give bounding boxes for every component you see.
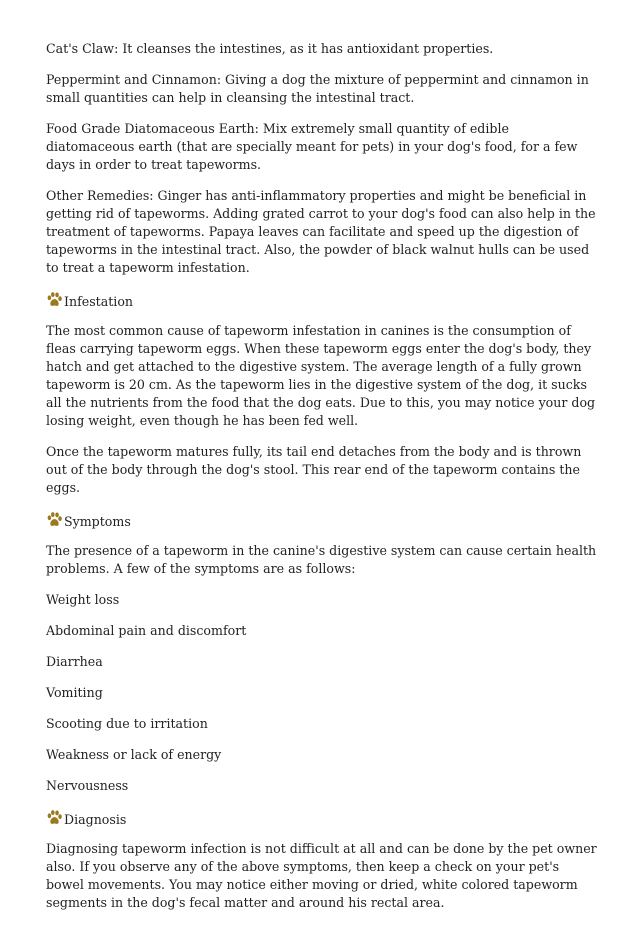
paw-icon xyxy=(46,809,63,826)
remedy-peppermint-cinnamon: Peppermint and Cinnamon: Giving a dog the mixture of peppermint and cinnamon in small quantities can help in cleansing the intestinal tract. xyxy=(46,72,589,105)
symptom-item: Scooting due to irritation xyxy=(46,716,208,731)
symptom-item: Weakness or lack of energy xyxy=(46,747,222,762)
symptoms-heading xyxy=(46,510,598,530)
paw-icon xyxy=(46,291,63,308)
infestation-paragraph: The most common cause of tapeworm infestation in canines is the consumption of fleas carrying tapeworm eggs. When these tapeworm eggs enter the dog's body, they hatch and get attached to the digestive system. The average length of a fully grown tapeworm is 20 cm. As the tapeworm lies in the digestive system of the dog, it sucks all the nutrients from the food that the dog eats. Due to this, you may notice your dog losing weight, even though he has been fed well. xyxy=(46,323,596,428)
symptom-item: Vomiting xyxy=(46,685,103,700)
remedy-diatomaceous-earth: Food Grade Diatomaceous Earth: Mix extremely small quantity of edible diatomaceous earth (that are specially meant for pets) in your dog's food, for a few days in order to treat tapeworms. xyxy=(46,121,578,172)
infestation-heading-label: Infestation xyxy=(64,294,134,309)
symptom-item: Nervousness xyxy=(46,778,129,793)
symptom-item: Weight loss xyxy=(46,592,120,607)
diagnosis-heading xyxy=(46,808,598,828)
symptom-item: Diarrhea xyxy=(46,654,103,669)
symptoms-intro: The presence of a tapeworm in the canine's digestive system can cause certain health problems. A few of the symptoms are as follows: xyxy=(46,543,597,576)
symptoms-heading-label: Symptoms xyxy=(64,514,131,529)
infestation-paragraph: Once the tapeworm matures fully, its tail end detaches from the body and is thrown out of the body through the dog's stool. This rear end of the tapeworm contains the eggs. xyxy=(46,444,582,495)
infestation-heading xyxy=(46,290,598,310)
paw-icon xyxy=(46,511,63,528)
remedy-other: Other Remedies: Ginger has anti-inflammatory properties and might be beneficial in getting rid of tapeworms. Adding grated carrot to your dog's food can also help in the treatment of tapeworms. Papaya leaves can facilitate and speed up the digestion of tapeworms in the intestinal tract. Also, the powder of black walnut hulls can be used to treat a tapeworm infestation. xyxy=(46,188,596,275)
diagnosis-heading-label: Diagnosis xyxy=(64,812,127,827)
document-page xyxy=(46,40,598,925)
remedy-cats-claw: Cat's Claw: It cleanses the intestines, as it has antioxidant properties. xyxy=(46,41,494,56)
symptom-item: Abdominal pain and discomfort xyxy=(46,623,247,638)
diagnosis-paragraph: Diagnosing tapeworm infection is not difficult at all and can be done by the pet owner also. If you observe any of the above symptoms, then keep a check on your pet's bowel movements. You may notice either moving or dried, white colored tapeworm segments in the dog's fecal matter and around his rectal area. xyxy=(46,841,597,910)
